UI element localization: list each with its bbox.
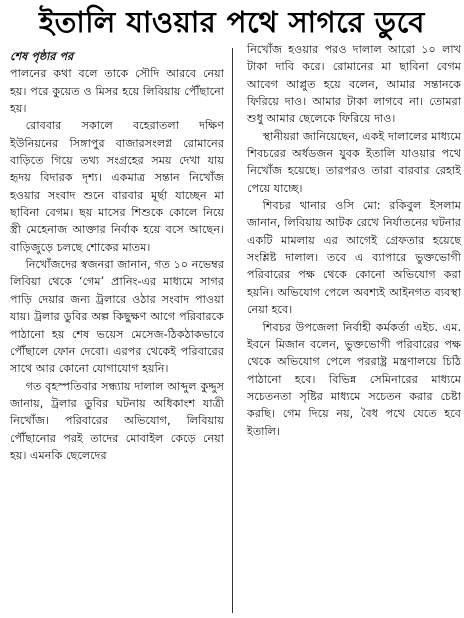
paragraph: গত বৃহস্পতিবার সন্ধ্যায় দালাল আব্দুল কুদ্দুস জানায়, ট্রলার ডুবির ঘটনায় অধিকাংশ যাত্রী নিখোঁজ। পরিবারের অভিযোগ, লিবিয়ায় পৌঁছানোর পরই তাদের মোবাইল কেড়ে নেয়া হয়। এমনকি ছেলেদের: [10, 379, 224, 462]
headline: ইতালি যাওয়ার পথে সাগরে ডুবে: [39, 5, 425, 39]
paragraph: নিখোঁজ হওয়ার পরও দালাল আরো ১০ লাখ টাকা দাবি করে। রোমানের মা ছাবিনা বেগম আবেগ আপ্লুত হয়ে বলেন, আমার সন্তানকে ফিরিয়ে দাও। আমার টাকা লাগবে না। তোমরা শুধু আমার ছেলেকে ফিরিয়ে দাও।: [247, 43, 461, 126]
paragraph: স্থানীয়রা জানিয়েছেন, একই দালালের মাধ্যমে শিবচরের অর্ধডজন যুবক ইতালি যাওয়ার পথে নিখোঁজ হয়েছে। তারপরও তারা বারবার রেহাই পেয়ে যাচ্ছে।: [247, 129, 461, 195]
paragraph: রোববার সকালে বহেরাতলা দক্ষিণ ইউনিয়নের সিঙ্গাপুর বাজারসংলগ্ন রোমানের বাড়িতে গিয়ে তথ্য সংগ্রহের সময় দেখা যায় হৃদয় বিদারক দৃশ্য। একমাত্র সন্তান নিখোঁজ হওয়ার সংবাদ শুনে বারবার মূর্ছা যাচ্ছেন মা ছাবিনা বেগম। ছয় মাসের শিশুকে কোলে নিয়ে স্ত্রী মেহেনাজ আক্তার নির্বাক হয়ে বসে আছেন। বাড়িজুড়ে চলছে শোকের মাতম।: [10, 119, 224, 254]
paragraph: নিখোঁজদের স্বজনরা জানান, গত ১০ নভেম্বর লিবিয়া থেকে ‘গেম’ প্রানিং-এর মাধ্যমে সাগর পাড়ি দেয়ার জন্য ট্রলারে ওঠার সংবাদ পাওয়া যায়। ট্রলার ডুবির অল্প কিছুক্ষণ আগে পরিবারকে পাঠানো হয় শেষ ভয়েস মেসেজ-ঠিকঠাকভাবে পৌঁছালে ফোন দেবো। এরপর থেকেই পরিবারের সাথে আর কোনো যোগাযোগ হয়নি।: [10, 258, 224, 376]
article-column-right: [247, 41, 461, 440]
column-divider: [232, 48, 233, 613]
paragraph: পালনের কথা বলে তাকে সৌদি আরবে নেয়া হয়। পরে কুয়েত ও মিসর হয়ে লিবিয়ায় পৌঁছানো হয়।: [10, 67, 224, 116]
continuation-kicker: শেষ পৃষ্ঠার পর: [10, 50, 74, 63]
article-column-left: [10, 48, 224, 464]
paragraph: শিবচর থানার ওসি মো: রকিবুল ইসলাম জানান, লিবিয়ায় আটক রেখে নির্যাতনের ঘটনার একটি মামলায় এর আগেই গ্রেফতার হয়েছে সংশ্লিষ্ট দালাল। তবে এ ব্যাপারে ভুক্তভোগী পরিবারের পক্ষ থেকে কোনো অভিযোগ করা হয়নি। অভিযোগ পেলে অবশ্যই আইনগত ব্যবস্থা নেয়া হবে।: [247, 199, 461, 317]
paragraph: শিবচর উপজেলা নির্বাহী কর্মকর্তা এইচ. এম. ইবনে মিজান বলেন, ভুক্তভোগী পরিবারের পক্ষ থেকে অভিযোগ পেলে পররাষ্ট্র মন্ত্রণালয়ে চিঠি পাঠানো হবে। বিভিন্ন সেমিনারের মাধ্যমে সচেতনতা সৃষ্টির মাধ্যমে সচেতন করার চেষ্টা করছি। গেম দিয়ে নয়, বৈধ পথে যেতে হবে ইতালি।: [247, 320, 461, 438]
